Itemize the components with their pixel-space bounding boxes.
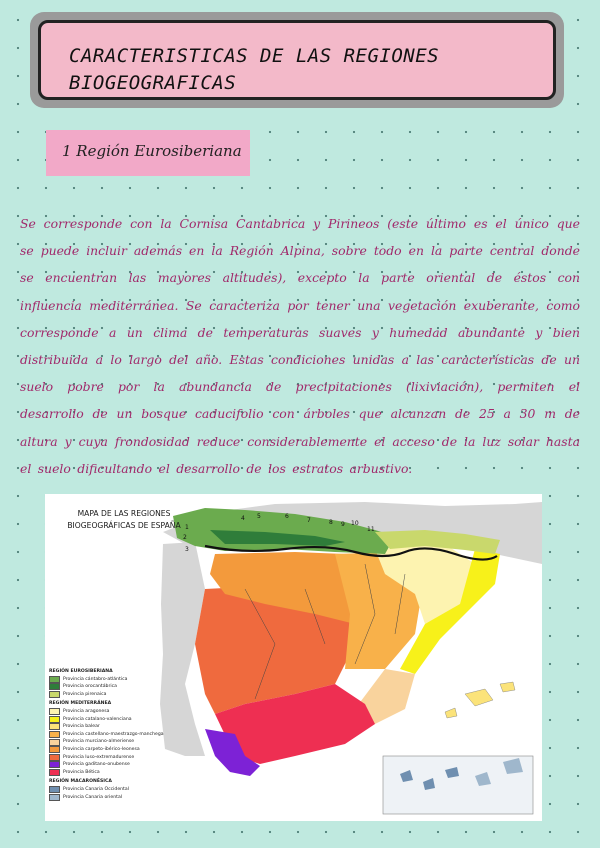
legend-swatch <box>49 794 60 801</box>
legend-label: Provincia catalano-valenciana <box>63 716 132 722</box>
legend-group-heading: REGIÓN EUROSIBERIANA <box>49 669 113 674</box>
legend-item <box>49 716 209 724</box>
legend-item <box>49 708 209 716</box>
section-label: 1 Región Eurosiberiana <box>62 142 242 160</box>
legend-item <box>49 738 209 746</box>
legend-item <box>49 754 209 762</box>
legend-label: Provincia castellano-maestrazgo-manchega <box>63 731 164 737</box>
legend-swatch <box>49 739 60 746</box>
map-number-2: 2 <box>183 534 187 541</box>
map-legend <box>49 666 209 801</box>
map-number-10: 10 <box>351 520 359 527</box>
map-number-9: 9 <box>341 521 345 528</box>
legend-swatch <box>49 731 60 738</box>
legend-swatch <box>49 691 60 698</box>
map-number-8: 8 <box>329 519 333 526</box>
legend-label: Provincia murciano-almeriense <box>63 739 135 745</box>
legend-label: Provincia pirenaica <box>63 691 107 697</box>
legend-swatch <box>49 708 60 715</box>
body-paragraph: Se corresponde con la Cornisa Cantabrica y Pirineos (este último es el único que se puede incluir además en la Región Alpina, sobre todo en la parte central donde se encuentran las mayores altitudes), excepto la parte oriental de éstos con influencia mediterránea. Se caracteriza por tener una vegetación exuberante, como corresponde a un clima de temperaturas suaves y humedad abundante y bien distribuida a lo largo del año. Estas condiciones unidas a las características de un suelo pobre por la abundancia de precipitaciones (lixiviación), permiten el desarrollo de un bosque caducifolio con árboles que alcanzan de 25 a 30 m de altura y cuya frondosidad reduce considerablemente el acceso de la luz solar hasta el suelo dificultando el desarrollo de los estratos arbustivo. <box>20 216 580 476</box>
legend-label: Provincia luso-extremadurense <box>63 754 135 760</box>
legend-label: Provincia orocantábrica <box>63 684 117 690</box>
legend-item <box>49 746 209 754</box>
map-number-7: 7 <box>307 517 311 524</box>
map-number-5: 5 <box>257 513 261 520</box>
legend-item <box>49 723 209 731</box>
legend-swatch <box>49 683 60 690</box>
legend-swatch <box>49 769 60 776</box>
legend-group-heading: REGIÓN MEDITERRÁNEA <box>49 701 112 707</box>
legend-label: Provincia gaditano-onubense <box>63 762 130 768</box>
map-title: MAPA DE LAS REGIONES BIOGEOGRÁFICAS DE ESPAÑA <box>67 509 181 530</box>
legend-item <box>49 683 209 691</box>
balearic-island-menorca <box>500 682 515 692</box>
map-number-3: 3 <box>185 546 189 553</box>
legend-item <box>49 794 209 802</box>
title-banner <box>30 12 564 108</box>
legend-swatch <box>49 761 60 768</box>
legend-label: Provincia balear <box>63 724 100 730</box>
title-banner-inner <box>38 20 556 100</box>
map-number-4: 4 <box>241 515 245 522</box>
legend-item <box>49 731 209 739</box>
spain-biogeographic-map <box>45 494 542 821</box>
legend-group-heading: REGIÓN MACARONÉSICA <box>49 779 112 785</box>
legend-label: Provincia Canaria oriental <box>63 794 123 800</box>
legend-swatch <box>49 786 60 793</box>
legend-swatch <box>49 723 60 730</box>
legend-item <box>49 761 209 769</box>
section-label-tag <box>46 130 250 176</box>
legend-swatch <box>49 746 60 753</box>
map-number-1: 1 <box>185 524 189 531</box>
map-number-6: 6 <box>285 513 289 520</box>
legend-label: Provincia aragonesa <box>63 708 110 714</box>
legend-swatch <box>49 716 60 723</box>
legend-item <box>49 676 209 684</box>
legend-item <box>49 786 209 794</box>
legend-item <box>49 691 209 699</box>
legend-label: Provincia Bética <box>63 769 100 775</box>
map-number-11: 11 <box>367 526 375 533</box>
legend-label: Provincia cántabro-atlántica <box>63 676 128 682</box>
page-title: CARACTERISTICAS DE LAS REGIONES BIOGEOGRAFICAS <box>69 45 440 94</box>
legend-swatch <box>49 676 60 683</box>
legend-swatch <box>49 754 60 761</box>
legend-label: Provincia carpeto-ibérico-leonesa <box>63 746 140 752</box>
legend-label: Provincia Canaria Occidental <box>63 786 129 792</box>
legend-item <box>49 769 209 777</box>
